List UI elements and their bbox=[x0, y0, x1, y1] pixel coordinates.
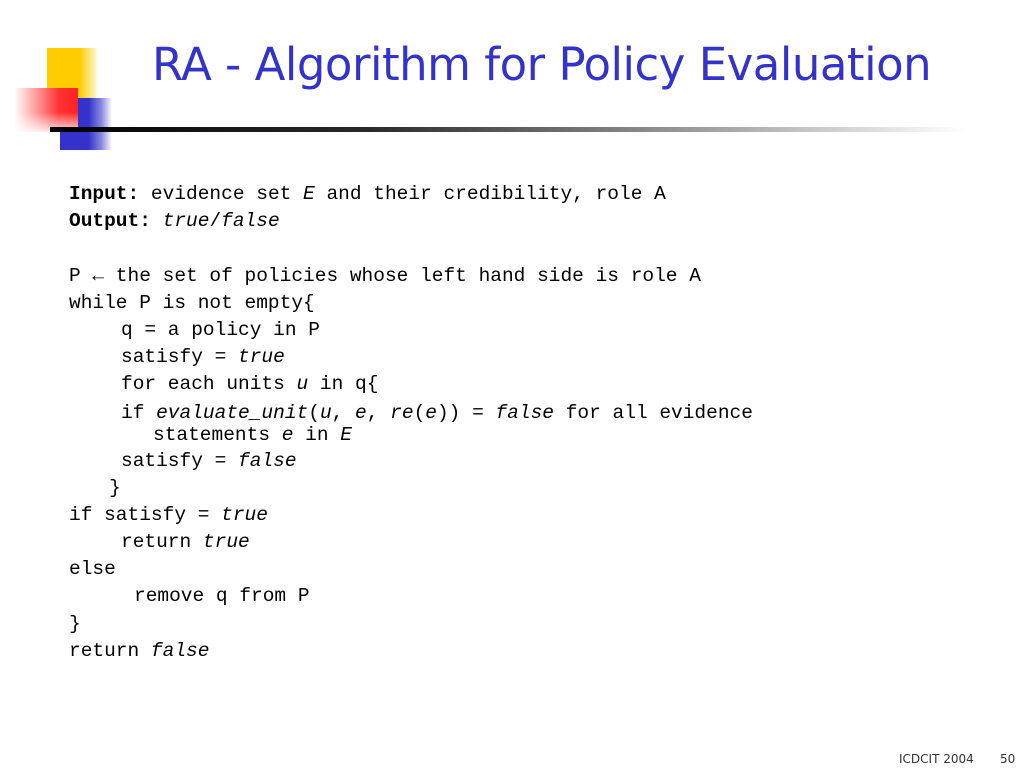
code-line-for bbox=[69, 371, 753, 398]
if-satisfy-true: true bbox=[221, 503, 268, 526]
output-false: false bbox=[221, 210, 280, 233]
if-paren-1: ( bbox=[308, 401, 320, 424]
return-false-value: false bbox=[150, 639, 210, 662]
output-slash: / bbox=[209, 210, 222, 233]
code-line-if-continued bbox=[69, 424, 753, 448]
for-var-u: u bbox=[296, 373, 309, 396]
input-var-e: E bbox=[303, 183, 315, 205]
satisfy-true-value: true bbox=[238, 346, 285, 369]
if-arg-e-2: e bbox=[425, 401, 437, 424]
return-keyword: return bbox=[121, 531, 203, 554]
code-line-close-outer: } bbox=[69, 612, 81, 635]
if-comma-1: , bbox=[331, 401, 356, 424]
if-cont-in: in bbox=[293, 423, 341, 446]
input-line bbox=[69, 181, 753, 208]
if-arg-re: re bbox=[390, 401, 414, 424]
code-line-if-satisfy bbox=[69, 502, 753, 529]
for-text-2: in q{ bbox=[308, 373, 379, 396]
footer-page-number: 50 bbox=[1000, 752, 1016, 766]
satisfy-assign: satisfy = bbox=[121, 346, 239, 369]
code-line-close-inner: } bbox=[109, 476, 121, 499]
slide-title: RA - Algorithm for Policy Evaluation bbox=[152, 38, 932, 91]
if-arg-u: u bbox=[319, 401, 332, 424]
code-line-return-true bbox=[69, 529, 753, 556]
input-text: evidence set bbox=[139, 183, 304, 205]
code-line-satisfy-false bbox=[69, 448, 753, 475]
for-text: for each units bbox=[121, 373, 297, 396]
return-true-value: true bbox=[202, 531, 250, 554]
if-cont-var-e: e bbox=[281, 423, 294, 446]
output-label: Output: bbox=[69, 210, 151, 233]
decorative-red-square-fade bbox=[14, 88, 78, 132]
code-line-p: P ← the set of policies whose left hand side is role A bbox=[69, 264, 701, 287]
return-keyword-2: return bbox=[69, 639, 151, 662]
if-function: evaluate_unit bbox=[156, 401, 309, 424]
if-false-value: false bbox=[495, 401, 554, 424]
if-paren-3: )) = bbox=[436, 401, 496, 424]
if-satisfy-text: if satisfy = bbox=[69, 503, 222, 526]
if-keyword: if bbox=[121, 401, 157, 424]
if-paren-2: ( bbox=[413, 401, 426, 424]
satisfy-false-value: false bbox=[238, 449, 297, 472]
output-line bbox=[69, 208, 753, 235]
if-cont-text: statements bbox=[153, 423, 282, 446]
if-tail: for all evidence bbox=[554, 401, 753, 424]
code-line-satisfy-true bbox=[69, 344, 753, 371]
input-text-2: and their credibility, role A bbox=[314, 183, 666, 205]
algorithm-body bbox=[69, 181, 753, 665]
footer-conference: ICDCIT 2004 bbox=[899, 752, 974, 766]
code-line-else: else bbox=[69, 558, 116, 581]
input-label: Input: bbox=[69, 183, 140, 205]
code-line-remove: remove q from P bbox=[134, 585, 310, 608]
code-line-q: q = a policy in P bbox=[121, 318, 320, 341]
code-line-if bbox=[69, 402, 753, 424]
if-comma-2: , bbox=[366, 401, 391, 424]
title-divider bbox=[50, 127, 965, 132]
code-line-while: while P is not empty{ bbox=[69, 291, 315, 314]
satisfy-assign-2: satisfy = bbox=[121, 449, 239, 472]
if-arg-e: e bbox=[355, 401, 367, 424]
blank-line bbox=[69, 235, 753, 262]
if-cont-var-E: E bbox=[340, 423, 352, 446]
output-true: true bbox=[162, 210, 210, 233]
code-line-return-false bbox=[69, 638, 753, 665]
